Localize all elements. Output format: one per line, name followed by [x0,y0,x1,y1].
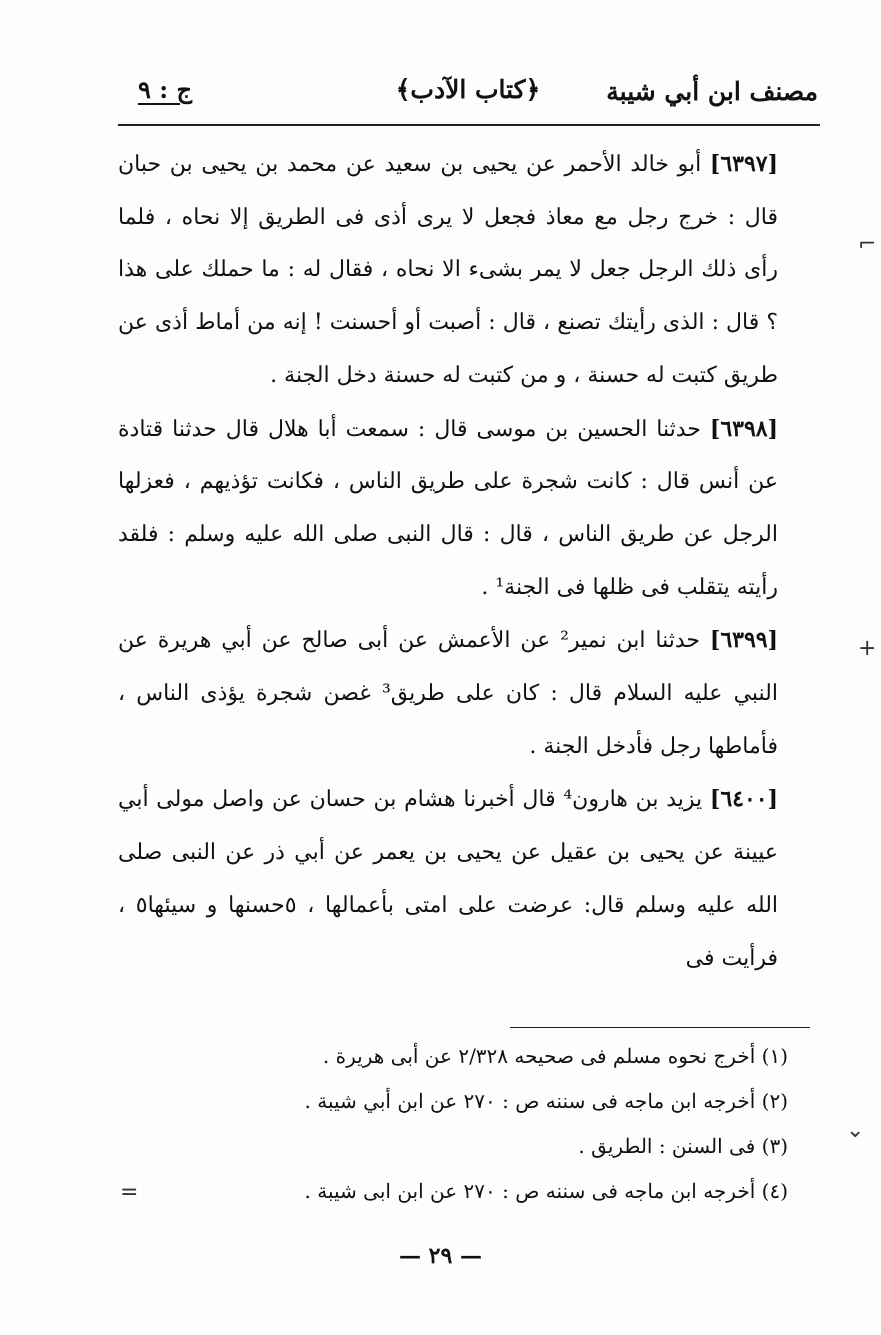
page-header [118,70,818,116]
footnote: (٢) أخرجه ابن ماجه فى سننه ص : ٢٧٠ عن ابن أبي شيبة . [304,1089,788,1113]
footnote: (٣) فى السنن : الطريق . [578,1134,788,1158]
margin-cross-mark: + [858,636,877,661]
header-rule [118,124,820,126]
margin-mark: ⌐ [858,232,877,257]
hadith-number: [٦٣٩٩] [709,627,778,654]
hadith-paragraph [118,614,818,773]
footnote: (١) أخرج نحوه مسلم فى صحيحه ٢/٣٢٨ عن أبى هريرة . [322,1044,788,1068]
hadith-paragraph [118,138,818,403]
hadith-text: أبو خالد الأحمر عن يحيى بن سعيد عن محمد بن يحيى بن حبان قال : خرج رجل مع معاذ فجعل لا يرى أذى فى الطريق إلا نحاه ، فلما رأى ذلك الرجل جعل لا يمر بشىء الا نحاه ، فقال له : ما حملك على هذا ؟ قال : الذى رأيتك تصنع ، قال : أصبت أو أحسنت ! إنه من أماط أذى عن طريق كتبت له حسنة ، و من كتبت له حسنة دخل الجنة . [118,152,778,388]
page-number: — ٢٩ — [399,1243,482,1269]
hadith-number: [٦٣٩٧] [709,151,778,177]
hadith-paragraph [118,403,818,615]
footnotes [118,1034,788,1214]
hadith-text: حدثنا الحسين بن موسى قال : سمعت أبا هلال قال حدثنا قتادة عن أنس قال : كانت شجرة على طريق الناس ، فكانت تؤذيهم ، فعزلها الرجل عن طريق الناس ، قال : قال النبى صلى الله عليه وسلم : فلقد رأيته يتقلب فى ظلها فى الجنة¹ . [118,416,778,600]
margin-equals-mark: = [120,1180,139,1205]
footnote-rule [510,1027,810,1028]
hadith-text: حدثنا ابن نمير² عن الأعمش عن أبى صالح عن أبي هريرة عن النبي عليه السلام قال : كان على طريق³ غصن شجرة يؤذى الناس ، فأماطها رجل فأدخل الجنة . [118,628,778,759]
volume-number: ج : ٩ [138,75,192,104]
hadith-text: يزيد بن هارون⁴ قال أخبرنا هشام بن حسان عن واصل مولى أبي عيينة عن يحيى بن عقيل عن يحيى بن يعمر عن أبي ذر عن النبى صلى الله عليه وسلم قال: عرضت على امتى بأعمالها ، ٥حسنها و سيئها٥ ، فرأيت فى [118,787,779,971]
hadith-paragraph [118,773,818,985]
hadith-number: [٦٣٩٨] [709,415,778,442]
book-title: مصنف ابن أبي شيبة [606,77,818,106]
margin-mark: ⌄ [846,1118,865,1143]
main-text [118,138,818,985]
footnote: (٤) أخرجه ابن ماجه فى سننه ص : ٢٧٠ عن ابن ابى شيبة . [304,1179,788,1203]
hadith-number: [٦٤٠٠] [709,786,778,813]
chapter-title: ﴿كتاب الآدب﴾ [395,75,541,104]
